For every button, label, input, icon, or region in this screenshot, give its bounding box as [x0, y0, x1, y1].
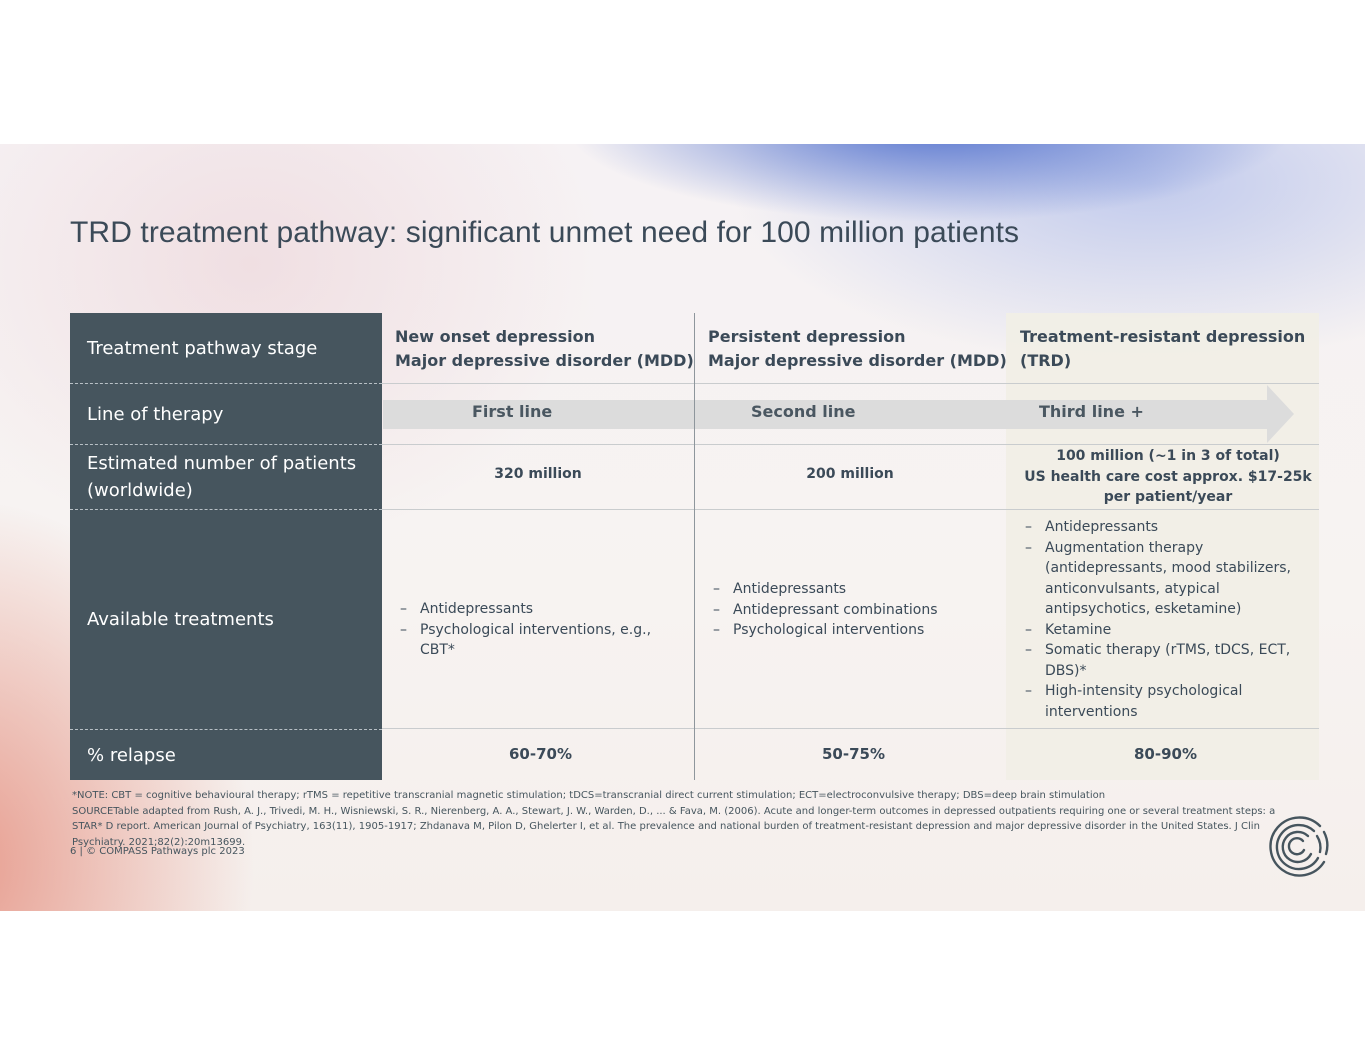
header-trd — [1020, 325, 1305, 373]
header-subtitle: (TRD) — [1020, 351, 1072, 370]
row-label-treatments: Available treatments — [87, 609, 274, 630]
line-first: First line — [472, 402, 553, 421]
row-label-relapse: % relapse — [87, 744, 176, 766]
relapse-first: 60-70% — [509, 745, 573, 763]
row-label-patients: Estimated number of patients (worldwide) — [87, 453, 357, 501]
slide — [0, 144, 1365, 911]
relapse-second: 50-75% — [822, 745, 886, 763]
page-title: TRD treatment pathway: significant unmet need for 100 million patients — [70, 216, 1020, 249]
list-item: – Somatic therapy (rTMS, tDCS, ECT, DBS)* — [1024, 640, 1314, 681]
header-title: Treatment-resistant depression — [1020, 327, 1306, 346]
patients-first: 320 million — [494, 466, 582, 482]
header-subtitle: Major depressive disorder (MDD) — [395, 351, 694, 370]
list-item: – Ketamine — [1024, 620, 1314, 641]
compass-logo-icon — [1266, 814, 1330, 878]
treatments-second — [712, 579, 1002, 641]
treatments-third — [1024, 517, 1314, 722]
relapse-third: 80-90% — [1134, 745, 1198, 763]
line-third: Third line + — [1039, 402, 1144, 421]
header-title: New onset depression — [395, 327, 595, 346]
list-item: – High-intensity psychological interventions — [1024, 681, 1314, 722]
row-separator — [382, 383, 1319, 384]
treatments-first — [399, 599, 689, 661]
list-item: – Augmentation therapy (antidepressants, mood stabilizers, anticonvulsants, atypical antipsychotics, esketamine) — [1024, 538, 1314, 620]
list-item: – Psychological interventions — [712, 620, 1002, 641]
patients-third — [1010, 446, 1326, 508]
slide-footer: 6 | © COMPASS Pathways plc 2023 — [70, 846, 245, 857]
row-label-stage: Treatment pathway stage — [87, 337, 318, 359]
header-persistent — [708, 325, 1007, 373]
column-separator — [694, 313, 695, 780]
row-separator — [382, 728, 1319, 729]
list-item: – Antidepressant combinations — [712, 600, 1002, 621]
header-subtitle: Major depressive disorder (MDD) — [708, 351, 1007, 370]
list-item: – Antidepressants — [1024, 517, 1314, 538]
footnotes — [72, 788, 1292, 850]
patients-second: 200 million — [806, 466, 894, 482]
patients-third-count: 100 million (~1 in 3 of total) — [1056, 448, 1280, 464]
line-second: Second line — [751, 402, 856, 421]
row-label-column — [70, 313, 382, 780]
list-item: – Psychological interventions, e.g., CBT* — [399, 620, 689, 661]
patients-third-cost: US health care cost approx. $17-25k per patient/year — [1024, 468, 1312, 505]
header-new-onset — [395, 325, 694, 373]
footnote-abbreviations: *NOTE: CBT = cognitive behavioural therapy; rTMS = repetitive transcranial magnetic stimulation; tDCS=transcranial direct current stimulation; ECT=electroconvulsive therapy; DBS=deep brain stimulation — [72, 790, 1106, 801]
footnote-source: SOURCETable adapted from Rush, A. J., Trivedi, M. H., Wisniewski, S. R., Nierenberg, A. A., Stewart, J. W., Warden, D., ... & Fava, M. (2006). Acute and longer-term outcomes in depressed outpatients requiring one or several treatment steps: a STAR* D report. American Journal of Psychiatry, 163(11), 1905-1917; Zhdanava M, Pilon D, Ghelerter I, et al. The prevalence and national burden of treatment-resistant depression and major depressive disorder in the United States. J Clin Psychiatry. 2021;82(2):20m13699. — [72, 805, 1276, 848]
list-item: – Antidepressants — [399, 599, 689, 620]
row-label-line: Line of therapy — [87, 403, 224, 425]
row-separator — [382, 509, 1319, 510]
header-title: Persistent depression — [708, 327, 906, 346]
list-item: – Antidepressants — [712, 579, 1002, 600]
